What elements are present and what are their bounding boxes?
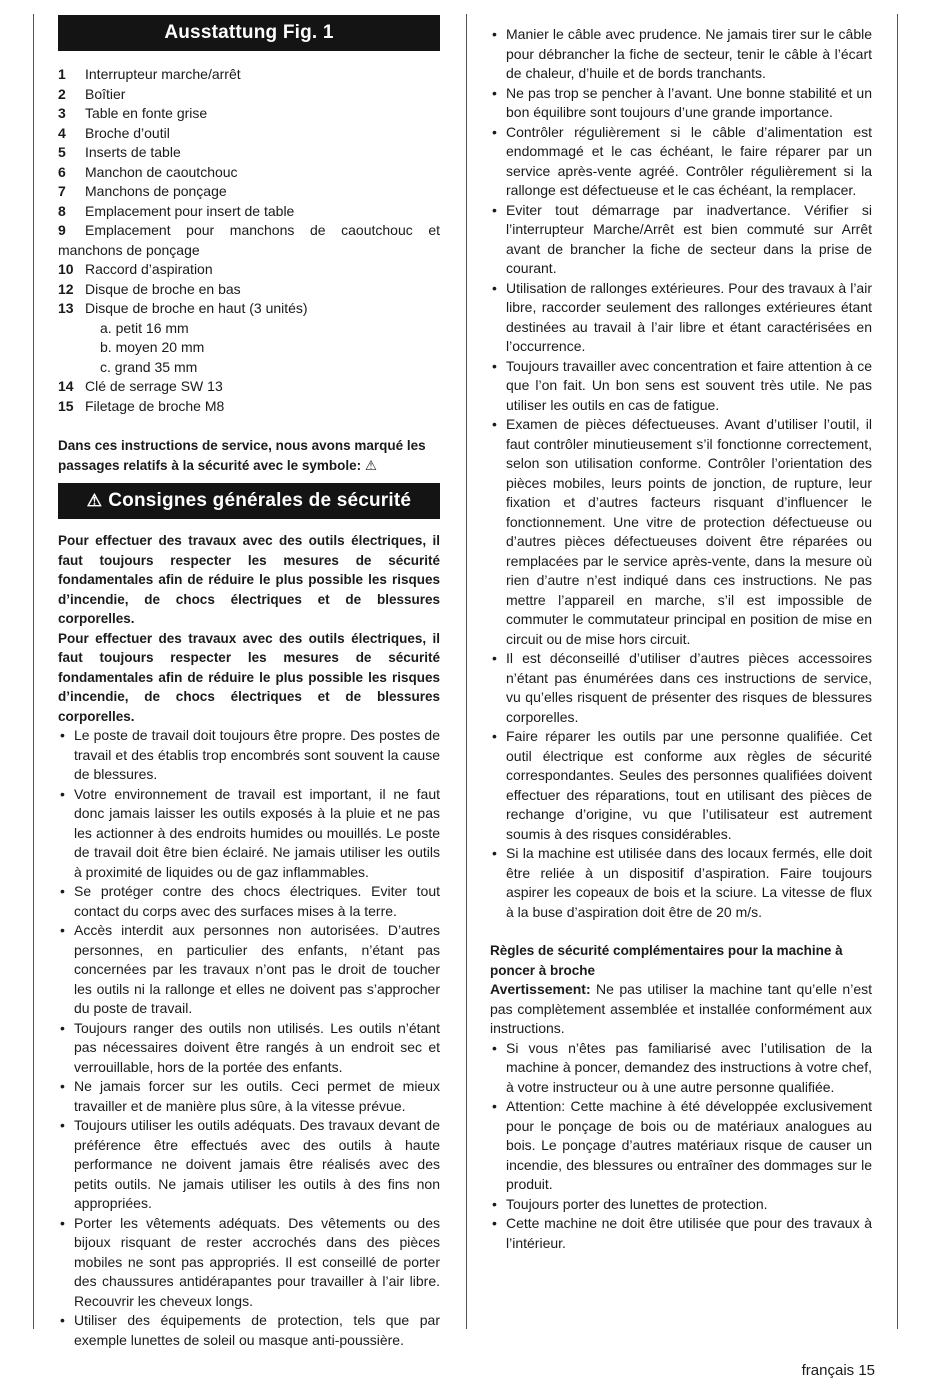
sub-list-item: b. moyen 20 mm (100, 339, 205, 355)
list-item: 13 Disque de broche en haut (3 unités) (58, 300, 308, 316)
list-item: • Faire réparer les outils par une personne qualifiée. Cet outil électrique est conforme aux règles de sécurité correspondantes. Seules des personnes qualifiées doivent effectuer des réparations, tout en utilisant des pièces de rechange d’origine, vu que l’utilisateur est autrement soumis à des risques considérables. (490, 727, 872, 844)
sub-list-item: a. petit 16 mm (100, 319, 189, 336)
equipment-banner: Ausstattung Fig. 1 (58, 15, 440, 51)
warning-label: Avertissement: (490, 981, 591, 997)
left-column (58, 15, 440, 1350)
list-item: 7 Manchons de ponçage (58, 183, 227, 199)
safety-banner-title: Consignes générales de sécurité (108, 490, 412, 511)
right-margin-rule (897, 14, 898, 1329)
list-item: 3 Table en fonte grise (58, 105, 208, 121)
list-item: 1 Interrupteur marche/arrêt (58, 66, 241, 82)
list-item: 10 Raccord d’aspiration (58, 261, 213, 277)
supplementary-rules-heading: Règles de sécurité complémentaires pour la machine à poncer à broche (490, 943, 843, 978)
list-item: 12 Disque de broche en bas (58, 280, 241, 297)
parts-list (58, 65, 440, 416)
left-margin-rule (33, 14, 34, 1329)
list-item: • Toujours utiliser les outils adéquats. Des travaux devant de préférence être effectués avec des outils à haute performance ne doivent jamais être réalisés avec des petits outils. Ne jamais utiliser les outils à des fins non appropriées. (58, 1116, 440, 1214)
list-item: • Ne jamais forcer sur les outils. Ceci permet de mieux travailler et de manière plus sûre, à la vitesse prévue. (58, 1077, 440, 1116)
list-item: 8 Emplacement pour insert de table (58, 202, 295, 219)
warning-triangle-icon: ⚠ (86, 491, 103, 510)
list-item: • Se protéger contre des chocs électriques. Eviter tout contact du corps avec des surfaces mises à la terre. (58, 882, 440, 921)
supplementary-rules-bullets (490, 1039, 872, 1254)
list-item: • Utiliser des équipements de protection, tels que par exemple lunettes de soleil ou masque anti-poussière. (58, 1311, 440, 1350)
list-item: • Toujours ranger des outils non utilisés. Les outils n’étant pas nécessaires doivent être rangés à un endroit sec et verrouillable, hors de la portée des enfants. (58, 1019, 440, 1078)
sub-list-item: c. grand 35 mm (100, 358, 198, 375)
list-item: • Si la machine est utilisée dans des locaux fermés, elle doit être reliée à un dispositif d’aspiration. Faire toujours aspirer les copeaux de bois et la sciure. La vitesse de flux à la buse d’aspiration doit être de 20 m/s. (490, 844, 872, 922)
safety-banner (58, 483, 440, 519)
list-item: • Manier le câble avec prudence. Ne jamais tirer sur le câble pour débrancher la fiche de secteur, tenir le câble à l’écart de chaleur, d’huile et de bords tranchants. (490, 25, 872, 84)
list-item: • Contrôler régulièrement si le câble d’alimentation est endommagé et le cas échéant, le faire réparer par un service après-vente agréé. Contrôler régulièrement si la rallonge est défectueuse et le cas échéant, la remplacer. (490, 123, 872, 201)
list-item: 5 Inserts de table (58, 144, 181, 160)
list-item: • Il est déconseillé d’utiliser d’autres pièces accessoires n’étant pas énumérées dans ces instructions de service, vu qu’elles risquent de présenter des risques de blessures corporelles. (490, 649, 872, 727)
list-item: • Cette machine ne doit être utilisée que pour des travaux à l’intérieur. (490, 1214, 872, 1253)
list-item: • Si vous n’êtes pas familiarisé avec l’utilisation de la machine à poncer, demandez des instructions à votre chef, à votre instructeur ou à une autre personne qualifiée. (490, 1039, 872, 1098)
safety-intro-paragraph: Pour effectuer des travaux avec des outils électriques, il faut toujours respecter les mesures de sécurité fondamentales afin de réduire le plus possible les risques d’incendie, de chocs électriques et de blessures corporelles. (58, 533, 440, 626)
list-item: • Ne pas trop se pencher à l’avant. Une bonne stabilité et un bon équilibre sont toujours d’une grande importance. (490, 84, 872, 123)
safety-symbol-note: Dans ces instructions de service, nous avons marqué les passages relatifs à la sécurité avec le symbole: ⚠ (58, 438, 426, 473)
list-item: 14 Clé de serrage SW 13 (58, 378, 223, 394)
list-item: • Utilisation de rallonges extérieures. Pour des travaux à l’air libre, raccorder seulement des rallonges extérieures étant destinées au travail à l’air libre et étant caractérisées en l’occurrence. (490, 279, 872, 357)
general-safety-bullets (58, 726, 440, 1350)
list-item: • Votre environnement de travail est important, il ne faut donc jamais laisser les outils exposés à la pluie et ne pas les actionner à des endroits humides ou mouillés. Le poste de travail doit être bien éclairé. Ne jamais utiliser les outils à proximité de liquides ou de gaz inflammables. (58, 785, 440, 883)
list-item: • Examen de pièces défectueuses. Avant d’utiliser l’outil, il faut contrôler minutieusement s’il fonctionne correctement, selon son utilisation conforme. Contrôler l’orientation des pièces mobiles, leurs points de jonction, de rupture, leur fixation et d’autres facteurs risquant d’influencer le fonctionnement. Une vitre de protection défectueuse ou d’autres pièces défectueuses doivent être réparées ou remplacées par le service après-vente, dans la mesure où rien d’autre n’est indiqué dans ces instructions. Ne pas mettre l’appareil en marche, s’il est impossible de commuter le commutateur principal en position de mise en circuit ou de mise hors circuit. (490, 415, 872, 649)
list-item: • Eviter tout démarrage par inadvertance. Vérifier si l’interrupteur Marche/Arrêt est bien commuté sur Arrêt avant de brancher la fiche de secteur dans la prise de courant. (490, 201, 872, 279)
warning-paragraph (490, 980, 872, 1039)
list-item: 15 Filetage de broche M8 (58, 397, 225, 414)
list-item: 9 Emplacement pour manchons de caoutchouc et manchons de ponçage (58, 222, 440, 258)
center-column-rule (466, 14, 467, 1329)
list-item: • Accès interdit aux personnes non autorisées. D’autres personnes, en particulier des enfants, n’étant pas concernées par les travaux n’ont pas le droit de toucher les outils ni la rallonge et elles ne doivent pas s’approcher du poste de travail. (58, 921, 440, 1019)
list-item: • Toujours travailler avec concentration et faire attention à ce que l’on fait. Un bon sens est souvent très utile. Ne pas utiliser les outils en cas de fatigue. (490, 357, 872, 416)
list-item: • Attention: Cette machine à été développée exclusivement pour le ponçage de bois ou de matériaux analogues au bois. Le ponçage d’autres matériaux risque de causer un incendie, des blessures ou entraîner des dommages sur le produit. (490, 1097, 872, 1195)
list-item: • Porter les vêtements adéquats. Des vêtements ou des bijoux risquant de rester accrochés dans des pièces mobiles ne sont pas appropriés. Il est conseillé de porter des chaussures antidérapantes pour travailler à l’air libre. Recouvrir les cheveux longs. (58, 1214, 440, 1312)
warning-text: Ne pas utiliser la machine tant qu’elle n’est pas complètement assemblée et installée conformément aux instructions. (490, 981, 872, 1036)
list-item: • Le poste de travail doit toujours être propre. Des postes de travail et des établis trop encombrés sont souvent la cause de blessures. (58, 726, 440, 785)
safety-intro-paragraph-repeat: Pour effectuer des travaux avec des outils électriques, il faut toujours respecter les mesures de sécurité fondamentales afin de réduire le plus possible les risques d’incendie, de chocs électriques et de blessures corporelles. (58, 630, 440, 724)
list-item: 2 Boîtier (58, 85, 126, 102)
page-footer: français 15 (801, 1362, 875, 1379)
list-item: 6 Manchon de caoutchouc (58, 163, 238, 180)
list-item: • Toujours porter des lunettes de protection. (490, 1195, 872, 1215)
safety-bullets-continued (490, 25, 872, 922)
right-column (490, 25, 872, 1253)
list-item: 4 Broche d’outil (58, 124, 170, 141)
